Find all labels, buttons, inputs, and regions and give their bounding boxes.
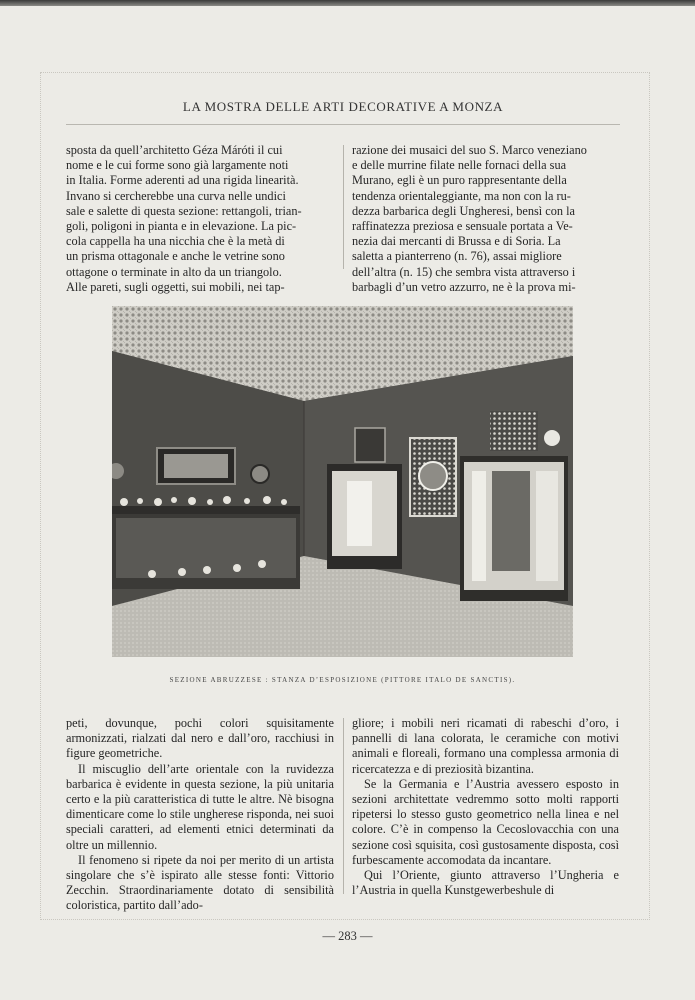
text-line: tendenza orientaleggiante, ma non con la ru- — [352, 188, 571, 203]
paragraph: Se la Germania e l’Austria avessero esposto in sezioni architettate vedremmo sotto molti rapporti ripetersi lo stesso gusto geometrico nella linea e nel colore. C’è in compenso la Cecoslovacchia con una sezione così squisita, così gustosamente disposta, così furbescamente accomodata da incantare. — [352, 776, 619, 867]
running-title: LA MOSTRA DELLE ARTI DECORATIVE A MONZA — [182, 99, 504, 114]
text-line: goli, poligoni in pianta e in elevazione. La pic- — [66, 219, 297, 234]
text-column-top-right — [352, 143, 619, 295]
paragraph: gliore; i mobili neri ricamati di rabeschi d’oro, i pannelli di lana colorata, le ceramiche con motivi animali e floreali, formano una complessa armonia di ricercatezza e di preziosità bizantina. — [352, 716, 619, 776]
exhibition-room-photo — [112, 306, 573, 657]
text-line: in Italia. Forme aderenti ad una rigida linearità. — [66, 173, 299, 188]
text-line: dell’altra (n. 15) che sembra vista attraverso i — [352, 264, 576, 279]
text-line: dezza barbarica degli Ungheresi, bensì con la — [352, 203, 575, 218]
column-divider-top — [343, 145, 344, 269]
page-number: — 283 — — [322, 929, 373, 943]
paragraph: Il miscuglio dell’arte orientale con la ruvidezza barbarica è evidente in questa sezione, la più unitaria certo e la più caratteristica di tutte le altre. Nè bisogna dimenticare come lo stile ungherese risponda, nei suoi speciali caratteri, ad elementi etnici determinati da oltre un millennio. — [66, 761, 334, 852]
column-divider-bottom — [343, 718, 344, 894]
text-line: un prisma ottagonale e anche le vetrine sono — [66, 249, 285, 264]
top-edge-band — [0, 0, 695, 6]
paragraph: peti, dovunque, pochi colori squisitamente armonizzati, rialzati dal nero e dall’oro, racchiusi in figure geometriche. — [66, 716, 334, 761]
text-column-top-left — [66, 143, 334, 295]
text-line: sale e salette di questa sezione: rettangoli, trian- — [66, 203, 302, 218]
text-line: Alle pareti, sugli oggetti, sui mobili, nei tap- — [66, 279, 285, 294]
text-line: razione dei musaici del suo S. Marco veneziano — [352, 143, 587, 157]
text-line: nome e le cui forme sono già largamente noti — [66, 158, 289, 173]
header-rule — [66, 124, 620, 125]
paragraph: Il fenomeno si ripete da noi per merito di un artista singolare che s’è ispirato alle stesse fonti: Vittorio Zecchin. Straordinariamente dotato di sensibilità coloristica, partito dall’ado- — [66, 852, 334, 913]
text-line: cola cappella ha una nicchia che è la metà di — [66, 234, 285, 249]
text-line: Murano, egli è un puro rappresentante della — [352, 173, 567, 188]
text-line: barbagli d’un vetro azzurro, ne è la prova mi- — [352, 279, 576, 294]
text-line: nezia dai mercanti di Brussa e di Soria. La — [352, 234, 561, 249]
figure-caption: SEZIONE ABRUZZESE : STANZA D’ESPOSIZIONE (PITTORE ITALO DE SANCTIS). — [169, 676, 516, 684]
paragraph: Qui l’Oriente, giunto attraverso l’Ungheria e l’Austria in quella Kunstgewerbeshule di — [352, 868, 619, 898]
text-line: saletta a pianterreno (n. 76), assai migliore — [352, 249, 562, 264]
text-line: raffinatezza preziosa e sensuale portata a Ve- — [352, 219, 573, 234]
text-line: e delle murrine filate nelle fornaci della sua — [352, 158, 567, 173]
text-line: sposta da quell’architetto Géza Máróti il cui — [66, 143, 283, 157]
text-line: ottagone o terminate in alto da un triangolo. — [66, 264, 282, 279]
text-line: Invano si cercherebbe una curva nelle undici — [66, 188, 286, 203]
text-column-bottom-left — [66, 716, 334, 914]
text-column-bottom-right — [352, 716, 619, 898]
